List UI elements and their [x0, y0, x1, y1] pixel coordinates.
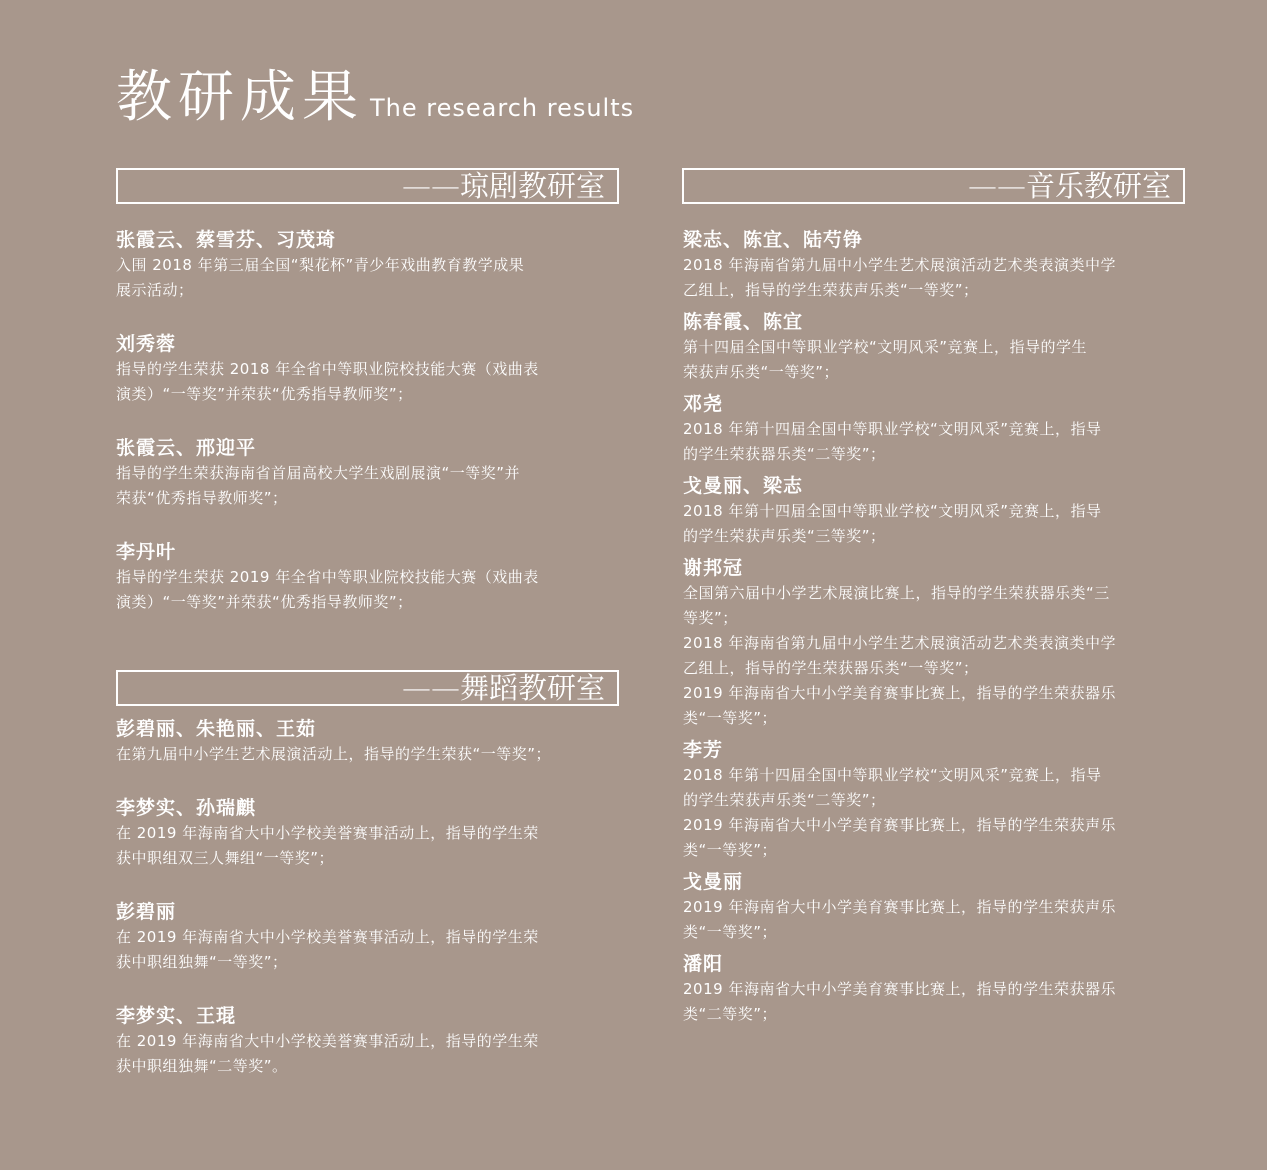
- teacher-names: 张霞云、蔡雪芬、习茂琦: [116, 229, 337, 251]
- award-description-line: 乙组上，指导的学生荣获器乐类“一等奖”；: [683, 659, 979, 677]
- title-chinese: 教研成果: [116, 65, 364, 130]
- award-description-line: 2018 年第十四届全国中等职业学校“文明风采”竞赛上，指导: [683, 766, 1102, 784]
- award-description-line: 获中职组双三人舞组“一等奖”；: [116, 849, 335, 867]
- award-description-line: 指导的学生荣获 2019 年全省中等职业院校技能大赛（戏曲表: [116, 568, 539, 586]
- award-entry: [116, 435, 636, 511]
- award-description-line: 2019 年海南省大中小学美育赛事比赛上，指导的学生荣获声乐: [683, 898, 1116, 916]
- award-description-line: 演类）“一等奖”并荣获“优秀指导教师奖”；: [116, 385, 413, 403]
- award-entry: [683, 951, 1203, 1027]
- music-section-header: ——音乐教研室: [682, 168, 1185, 204]
- award-entry: [683, 391, 1203, 467]
- award-description-line: 类“二等奖”；: [683, 1005, 778, 1023]
- teacher-names: 彭碧丽: [116, 901, 177, 923]
- award-entry: [116, 795, 636, 871]
- award-entry: [116, 331, 636, 407]
- page-title: [116, 65, 635, 130]
- award-description-line: 类“一等奖”；: [683, 709, 778, 727]
- teacher-names: 陈春霞、陈宜: [683, 311, 804, 333]
- award-entry: [116, 539, 636, 615]
- award-entry: [116, 716, 636, 767]
- award-entry: [683, 869, 1203, 945]
- teacher-names: 刘秀蓉: [116, 333, 177, 355]
- award-entry: [683, 473, 1203, 549]
- award-entry: [683, 737, 1203, 863]
- award-description-line: 演类）“一等奖”并荣获“优秀指导教师奖”；: [116, 593, 413, 611]
- award-description-line: 2019 年海南省大中小学美育赛事比赛上，指导的学生荣获器乐: [683, 980, 1116, 998]
- teacher-names: 彭碧丽、朱艳丽、王茹: [116, 718, 317, 740]
- award-description-line: 获中职组独舞“一等奖”；: [116, 953, 288, 971]
- teacher-names: 戈曼丽、梁志: [683, 475, 804, 497]
- award-description-line: 指导的学生荣获海南省首届高校大学生戏剧展演“一等奖”并: [116, 464, 521, 482]
- teacher-names: 戈曼丽: [683, 871, 744, 893]
- teacher-names: 谢邦冠: [683, 557, 744, 579]
- award-entry: [683, 227, 1203, 303]
- teacher-names: 李梦实、王琨: [116, 1005, 237, 1027]
- award-description-line: 类“一等奖”；: [683, 923, 778, 941]
- qiongju-entries: [116, 227, 636, 643]
- title-english: The research results: [370, 94, 635, 122]
- award-description-line: 的学生荣获声乐类“三等奖”；: [683, 527, 886, 545]
- award-description-line: 等奖”；: [683, 609, 738, 627]
- award-description-line: 2019 年海南省大中小学美育赛事比赛上，指导的学生荣获声乐: [683, 816, 1116, 834]
- award-description-line: 入围 2018 年第三届全国“梨花杯”青少年戏曲教育教学成果: [116, 256, 525, 274]
- award-description-line: 全国第六届中小学艺术展演比赛上，指导的学生荣获器乐类“三: [683, 584, 1110, 602]
- teacher-names: 李芳: [683, 739, 724, 761]
- award-description-line: 2018 年第十四届全国中等职业学校“文明风采”竞赛上，指导: [683, 502, 1102, 520]
- dance-section-header: ——舞蹈教研室: [116, 670, 619, 706]
- award-description-line: 指导的学生荣获 2018 年全省中等职业院校技能大赛（戏曲表: [116, 360, 539, 378]
- award-entry: [116, 899, 636, 975]
- award-description-line: 2019 年海南省大中小学美育赛事比赛上，指导的学生荣获器乐: [683, 684, 1116, 702]
- award-description-line: 类“一等奖”；: [683, 841, 778, 859]
- award-entry: [683, 555, 1203, 731]
- teacher-names: 张霞云、邢迎平: [116, 437, 257, 459]
- teacher-names: 梁志、陈宜、陆芍铮: [683, 229, 864, 251]
- award-description-line: 乙组上，指导的学生荣获声乐类“一等奖”；: [683, 281, 979, 299]
- award-description-line: 展示活动；: [116, 281, 194, 299]
- award-description-line: 荣获声乐类“一等奖”；: [683, 363, 840, 381]
- dance-entries: [116, 716, 636, 1107]
- award-entry: [116, 227, 636, 303]
- award-description-line: 在 2019 年海南省大中小学校美誉赛事活动上，指导的学生荣: [116, 928, 539, 946]
- award-entry: [683, 309, 1203, 385]
- award-description-line: 2018 年第十四届全国中等职业学校“文明风采”竞赛上，指导: [683, 420, 1102, 438]
- award-description-line: 在 2019 年海南省大中小学校美誉赛事活动上，指导的学生荣: [116, 824, 539, 842]
- award-entry: [116, 1003, 636, 1079]
- award-description-line: 2018 年海南省第九届中小学生艺术展演活动艺术类表演类中学: [683, 634, 1116, 652]
- teacher-names: 潘阳: [683, 953, 724, 975]
- award-description-line: 2018 年海南省第九届中小学生艺术展演活动艺术类表演类中学: [683, 256, 1116, 274]
- award-description-line: 的学生荣获器乐类“二等奖”；: [683, 445, 886, 463]
- music-entries: [683, 227, 1203, 1033]
- award-description-line: 第十四届全国中等职业学校“文明风采”竞赛上，指导的学生: [683, 338, 1088, 356]
- teacher-names: 李丹叶: [116, 541, 177, 563]
- teacher-names: 李梦实、孙瑞麒: [116, 797, 257, 819]
- award-description-line: 的学生荣获声乐类“二等奖”；: [683, 791, 886, 809]
- award-description-line: 在 2019 年海南省大中小学校美誉赛事活动上，指导的学生荣: [116, 1032, 539, 1050]
- award-description-line: 获中职组独舞“二等奖”。: [116, 1057, 288, 1075]
- qiongju-section-header: ——琼剧教研室: [116, 168, 619, 204]
- award-description-line: 荣获“优秀指导教师奖”；: [116, 489, 288, 507]
- award-description-line: 在第九届中小学生艺术展演活动上，指导的学生荣获“一等奖”；: [116, 745, 552, 763]
- teacher-names: 邓尧: [683, 393, 724, 415]
